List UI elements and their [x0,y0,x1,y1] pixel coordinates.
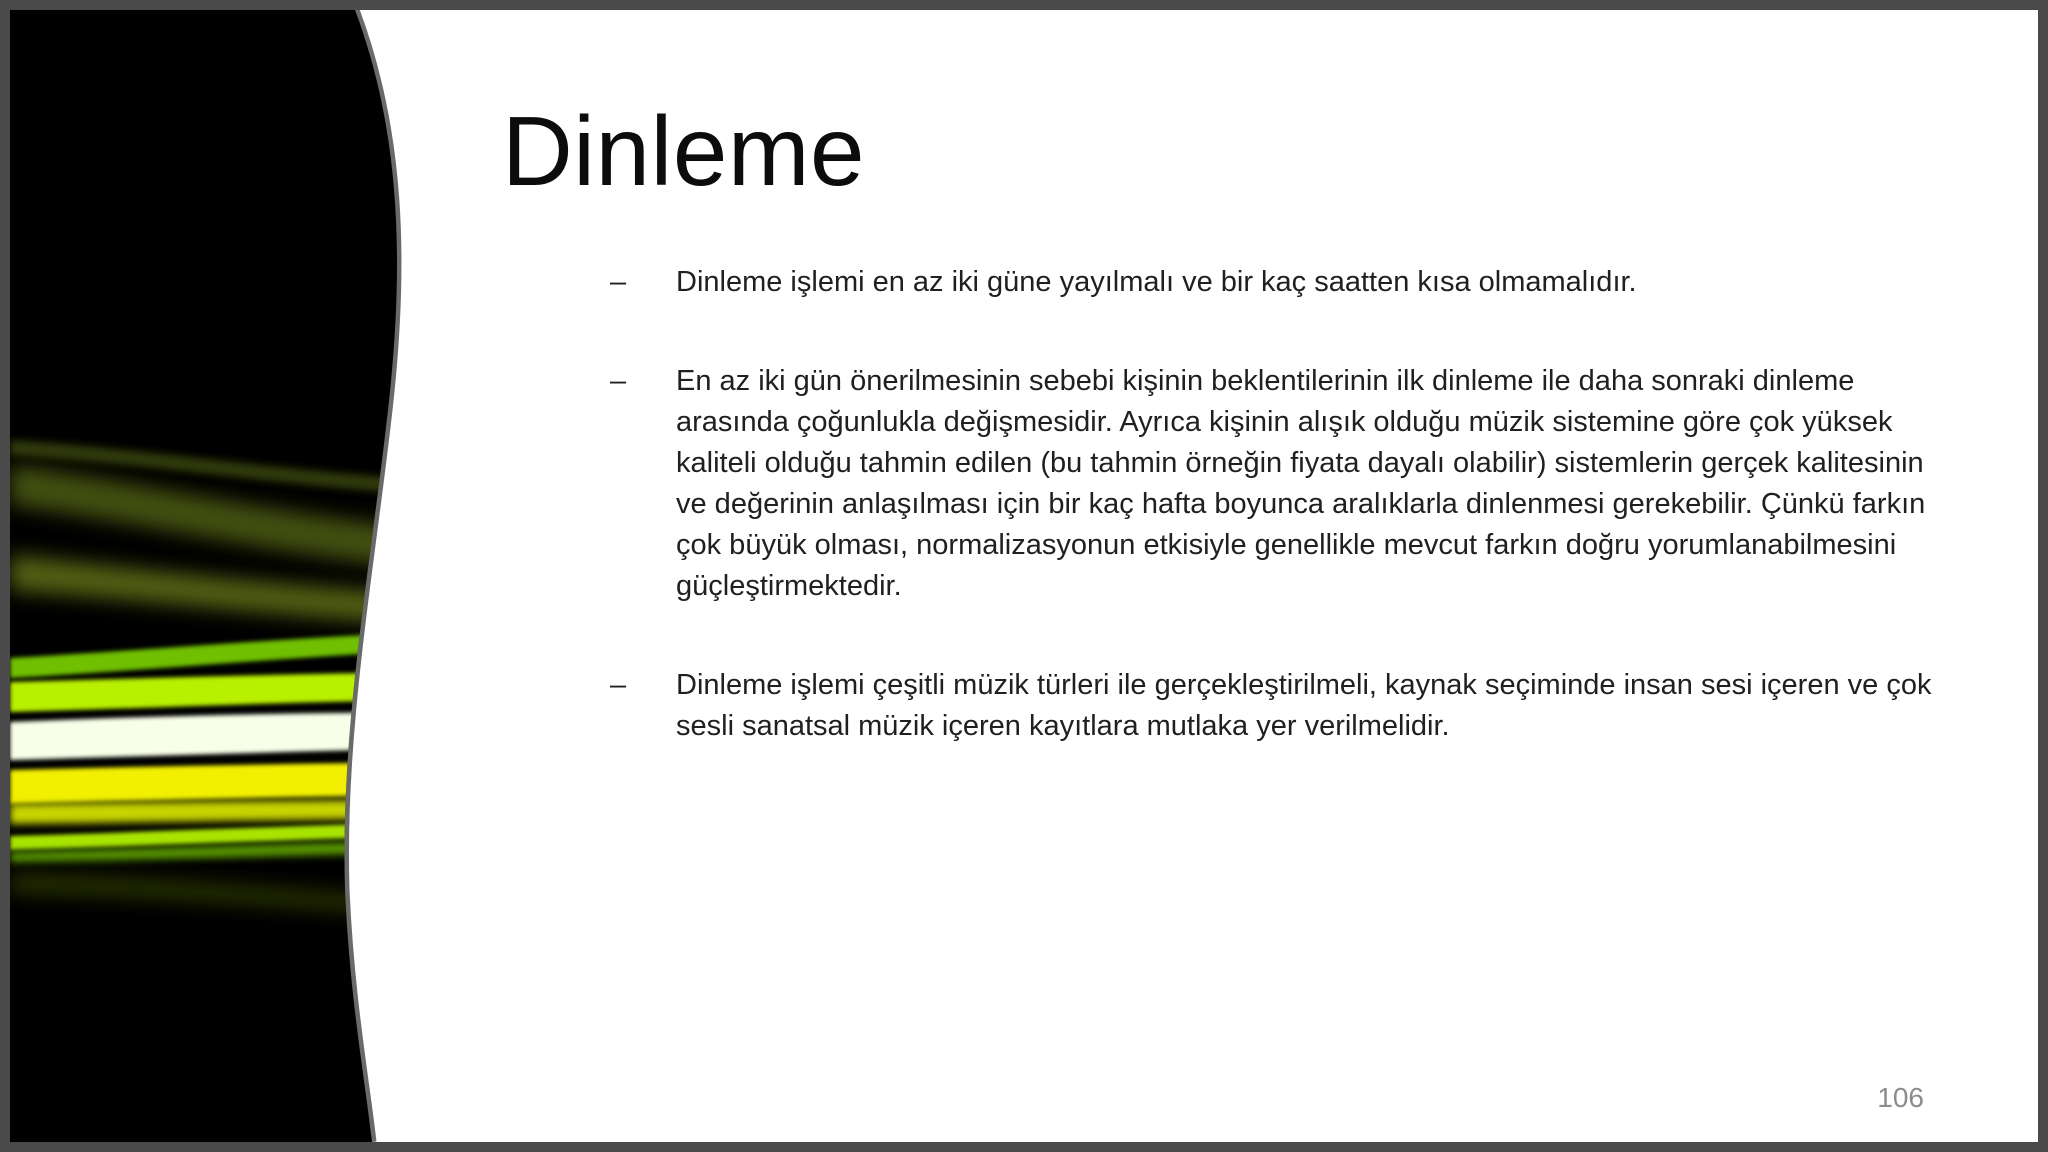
bullet-dash: – [610,266,627,298]
bullet-text: Dinleme işlemi çeşitli müzik türleri ile gerçekleştirilmeli, kaynak seçiminde insan sesi içeren ve çok sesli sanatsal müzik içeren kayıtlara mutlaka yer verilmelidir. [676,669,1932,742]
slide [10,10,2038,1142]
slide-title: Dinleme [502,96,865,206]
bullet-dash: – [610,365,627,397]
bullet-text: Dinleme işlemi en az iki güne yayılmalı ve bir kaç saatten kısa olmamalıdır. [676,266,1637,298]
bullet-item [600,665,1940,747]
bullet-list [600,262,1940,747]
bullet-text: En az iki gün önerilmesinin sebebi kişinin beklentilerinin ilk dinleme ile daha sonraki dinleme arasında çoğunlukla değişmesidir. Ayrıca kişinin alışık olduğu müzik sistemine göre çok yüksek kaliteli olduğu tahmin edilen (bu tahmin örneğin fiyata dayalı olabilir) sistemlerin gerçek kalitesinin ve değerinin anlaşılması için bir kaç hafta boyunca aralıklarla dinlenmesi gerekebilir. Çünkü farkın çok büyük olması, normalizasyonun etkisiyle genellikle mevcut farkın doğru yorumlanabilmesini güçleştirmektedir. [676,365,1926,602]
bullet-item [600,361,1940,607]
page-number: 106 [1877,1082,1924,1113]
decorative-light-streaks [10,10,430,1142]
bullet-item [600,262,1940,303]
bullet-dash: – [610,669,627,701]
